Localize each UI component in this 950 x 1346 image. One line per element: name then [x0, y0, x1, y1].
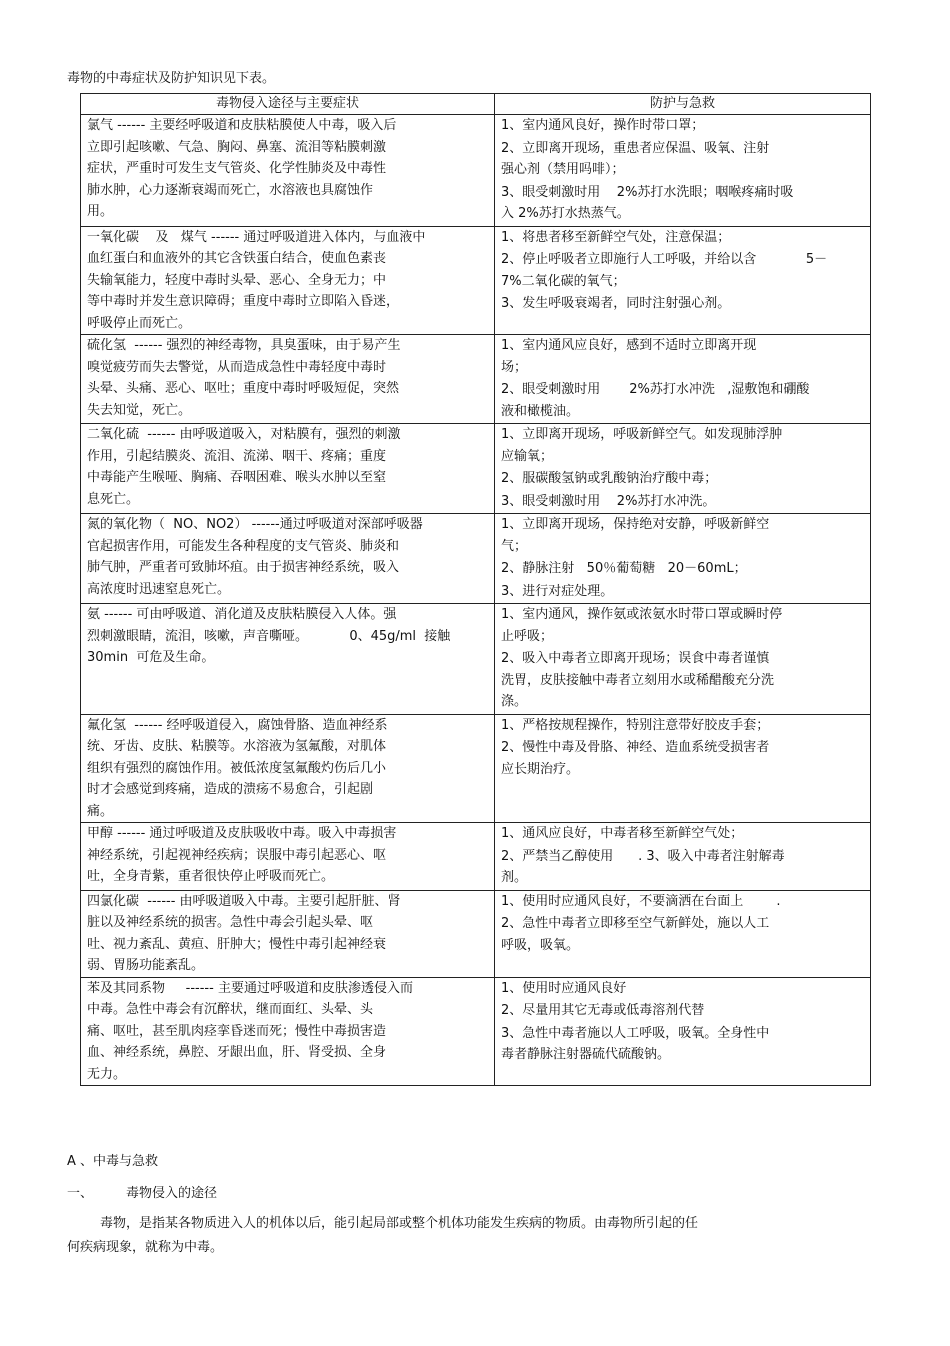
table-row [81, 890, 871, 977]
symptoms-line: 息死亡。 [87, 491, 140, 507]
aid-item [501, 138, 866, 181]
symptoms-line: 烈刺激眼睛，流泪，咳嗽，声音嘶哑。 0、45g/ml 接触 [87, 628, 451, 644]
symptoms-line: 四氯化碳 ------ 由呼吸道吸入中毒。主要引起肝脏、肾 [87, 893, 401, 909]
aid-item [501, 514, 866, 557]
aid-line: 2、急性中毒者立即移至空气新鲜处，施以人工 [501, 916, 770, 931]
symptoms-line: 痛、呕吐，甚至肌肉痉挛昏迷而死；慢性中毒损害造 [87, 1023, 387, 1039]
aid-cell [495, 823, 871, 891]
aid-item [501, 1023, 866, 1066]
aid-item [501, 182, 866, 225]
paragraph-line: 何疾病现象，就称为中毒。 [67, 1240, 224, 1255]
table-row [81, 823, 871, 891]
table-header-row [81, 94, 871, 115]
aid-line: 液和橄榄油。 [501, 403, 580, 419]
symptoms-line: 氯气 ------ 主要经呼吸道和皮肤粘膜使人中毒，吸入后 [87, 118, 397, 133]
aid-line: 3、眼受刺激时用 2%苏打水洗眼；咽喉疼痛时吸 [501, 184, 794, 200]
symptoms-line: 二氧化硫 ------ 由呼吸道吸入，对粘膜有，强烈的刺激 [87, 427, 401, 442]
symptoms-cell [81, 424, 495, 514]
aid-cell [495, 424, 871, 514]
aid-line: 2、严禁当乙醇使用 . 3、吸入中毒者注射解毒 [501, 848, 785, 864]
symptoms-line: 30min 可危及生命。 [87, 650, 215, 665]
aid-line: 涤。 [501, 694, 528, 709]
aid-line: 1、将患者移至新鲜空气处，注意保温； [501, 229, 731, 245]
aid-cell [495, 977, 871, 1086]
aid-line: 3、眼受刺激时用 2%苏打水冲洗。 [501, 493, 716, 509]
aid-line: 2、停止呼吸者立即施行人工呼吸，并给以含 5－ [501, 252, 828, 267]
aid-line: 2、吸入中毒者立即离开现场；误食中毒者谨慎 [501, 651, 770, 666]
header-aid: 防护与急救 [495, 94, 871, 115]
symptoms-cell [81, 335, 495, 424]
aid-item [501, 249, 866, 292]
symptoms-line: 嗅觉疲劳而失去警觉，从而造成急性中毒轻度中毒时 [87, 359, 387, 375]
symptoms-line: 氮的氧化物（ NO、NO2） ------通过呼吸道对深部呼吸器 [87, 517, 423, 532]
symptoms-line: 肺水肿，心力逐渐衰竭而死亡，水溶液也具腐蚀作 [87, 182, 374, 198]
symptoms-line: 立即引起咳嗽、气急、胸闷、鼻塞、流泪等粘膜刺激 [87, 139, 387, 155]
aid-item [501, 581, 866, 603]
aid-item [501, 424, 866, 467]
table-row [81, 714, 871, 823]
symptoms-line: 一氧化碳 及 煤气 ------ 通过呼吸道进入体内，与血液中 [87, 229, 426, 245]
table-row [81, 226, 871, 335]
section-heading-1: 一、 毒物侵入的途径 [67, 1186, 218, 1201]
aid-line: 1、室内通风良好，操作时带口罩； [501, 118, 705, 133]
symptoms-cell [81, 714, 495, 823]
aid-line: 气； [501, 538, 528, 554]
symptoms-line: 时才会感觉到疼痛，造成的溃疡不易愈合，引起剧 [87, 782, 374, 797]
aid-line: 剂。 [501, 870, 528, 885]
symptoms-line: 用。 [87, 204, 114, 219]
symptoms-line: 头晕、头痛、恶心、呕吐；重度中毒时呼吸短促，突然 [87, 381, 400, 396]
aid-cell [495, 890, 871, 977]
aid-line: 洗胃，皮肤接触中毒者立刻用水或稀醋酸充分洗 [501, 672, 775, 688]
aid-item [501, 115, 866, 137]
symptoms-line: 作用，引起结膜炎、流泪、流涕、咽干、疼痛；重度 [87, 448, 387, 464]
intro-text: 毒物的中毒症状及防护知识见下表。 [67, 71, 276, 86]
aid-item [501, 823, 866, 845]
aid-item [501, 891, 866, 913]
aid-line: 2、慢性中毒及骨胳、神经、造血系统受损害者 [501, 740, 770, 755]
symptoms-cell [81, 514, 495, 604]
aid-item [501, 846, 866, 889]
aid-line: 2、静脉注射 50％葡萄糖 20－60mL； [501, 561, 747, 576]
aid-line: 入 2%苏打水热蒸气。 [501, 206, 630, 221]
body-paragraph [67, 1212, 827, 1260]
table-body [81, 115, 871, 1086]
aid-line: 1、立即离开现场，呼吸新鲜空气。如发现肺浮肿 [501, 427, 783, 442]
symptoms-line: 吐，全身青紫，重者很快停止呼吸而死亡。 [87, 869, 335, 884]
symptoms-line: 甲醇 ------ 通过呼吸道及皮肤吸收中毒。吸入中毒损害 [87, 826, 397, 841]
symptoms-cell [81, 226, 495, 335]
aid-item [501, 1000, 866, 1022]
aid-line: 场； [501, 359, 528, 375]
symptoms-cell [81, 604, 495, 715]
aid-item [501, 468, 866, 490]
table-row [81, 604, 871, 715]
symptoms-line: 中毒。急性中毒会有沉醉状，继而面红、头晕、头 [87, 1002, 374, 1017]
aid-line: 7%二氧化碳的氧气； [501, 273, 626, 289]
symptoms-line: 神经系统，引起视神经疾病；误服中毒引起恶心、呕 [87, 847, 387, 863]
header-symptoms: 毒物侵入途径与主要症状 [81, 94, 495, 115]
symptoms-cell [81, 115, 495, 227]
aid-line: 1、通风应良好，中毒者移至新鲜空气处； [501, 826, 744, 841]
aid-item [501, 715, 866, 737]
aid-line: 呼吸，吸氧。 [501, 937, 580, 953]
symptoms-line: 弱、胃肠功能紊乱。 [87, 958, 205, 973]
aid-line: 毒者静脉注射器硫代硫酸钠。 [501, 1047, 671, 1062]
aid-item [501, 558, 866, 580]
aid-line: 3、发生呼吸衰竭者，同时注射强心剂。 [501, 296, 731, 311]
aid-line: 3、进行对症处理。 [501, 583, 614, 599]
symptoms-cell [81, 890, 495, 977]
aid-cell [495, 226, 871, 335]
symptoms-line: 统、牙齿、皮肤、粘膜等。水溶液为氢氟酸，对肌体 [87, 739, 387, 754]
table-row [81, 424, 871, 514]
symptoms-line: 血、神经系统，鼻腔、牙龈出血，肝、肾受损、全身 [87, 1045, 387, 1060]
aid-item [501, 293, 866, 315]
aid-line: 2、立即离开现场，重患者应保温、吸氧、注射 [501, 140, 770, 156]
aid-line: 1、使用时应通风良好，不要滴洒在台面上 . [501, 893, 781, 909]
symptoms-line: 痛。 [87, 803, 114, 819]
symptoms-line: 脏以及神经系统的损害。急性中毒会引起头晕、呕 [87, 915, 374, 930]
aid-line: 1、严格按规程操作，特别注意带好胶皮手套； [501, 717, 770, 733]
symptoms-line: 高浓度时迅速窒息死亡。 [87, 581, 231, 597]
table-row [81, 514, 871, 604]
section-heading-a: A 、中毒与急救 [67, 1154, 159, 1169]
aid-line: 2、眼受刺激时用 2%苏打水冲洗 ,湿敷饱和硼酸 [501, 382, 810, 397]
aid-cell [495, 335, 871, 424]
symptoms-line: 中毒能产生喉哑、胸痛、吞咽困难、喉头水肿以至窒 [87, 470, 387, 485]
aid-line: 2、服碳酸氢钠或乳酸钠治疗酸中毒； [501, 471, 718, 486]
aid-line: 应输氧； [501, 448, 554, 464]
symptoms-cell [81, 977, 495, 1086]
aid-line: 2、尽量用其它无毒或低毒溶剂代替 [501, 1003, 705, 1018]
symptoms-line: 呼吸停止而死亡。 [87, 315, 192, 331]
aid-cell [495, 115, 871, 227]
aid-line: 1、室内通风，操作氨或浓氨水时带口罩或瞬时停 [501, 607, 783, 622]
poison-table [80, 93, 871, 1086]
aid-item [501, 737, 866, 780]
aid-item [501, 913, 866, 956]
symptoms-line: 硫化氢 ------ 强烈的神经毒物，具臭蛋味，由于易产生 [87, 338, 401, 353]
aid-item [501, 648, 866, 713]
aid-line: 1、立即离开现场，保持绝对安静，呼吸新鲜空 [501, 517, 770, 532]
aid-line: 1、使用时应通风良好 [501, 980, 627, 996]
symptoms-line: 等中毒时并发生意识障碍；重度中毒时立即陷入昏迷， [87, 294, 400, 309]
aid-item [501, 491, 866, 513]
aid-item [501, 335, 866, 378]
aid-line: 止呼吸； [501, 628, 554, 644]
symptoms-line: 肺气肿，严重者可致肺坏疽。由于损害神经系统，吸入 [87, 560, 400, 575]
table-row [81, 977, 871, 1086]
aid-line: 强心剂（禁用吗啡）； [501, 162, 625, 177]
paragraph-line: 毒物，是指某各物质进入人的机体以后，能引起局部或整个机体功能发生疾病的物质。由毒物所引起的任 [67, 1216, 699, 1231]
symptoms-line: 苯及其同系物 ------ 主要通过呼吸道和皮肤渗透侵入而 [87, 980, 413, 996]
aid-item [501, 604, 866, 647]
symptoms-line: 无力。 [87, 1066, 127, 1082]
symptoms-line: 血红蛋白和血液外的其它含铁蛋白结合，使血色素丧 [87, 251, 387, 266]
symptoms-cell [81, 823, 495, 891]
symptoms-line: 氨 ------ 可由呼吸道、消化道及皮肤粘膜侵入人体。强 [87, 607, 397, 622]
aid-cell [495, 514, 871, 604]
aid-line: 1、室内通风应良好，感到不适时立即离开现 [501, 338, 757, 353]
aid-cell [495, 604, 871, 715]
table-row [81, 335, 871, 424]
aid-item [501, 379, 866, 422]
symptoms-line: 失去知觉，死亡。 [87, 402, 192, 418]
aid-line: 应长期治疗。 [501, 761, 580, 777]
aid-cell [495, 714, 871, 823]
symptoms-line: 官起损害作用，可能发生各种程度的支气管炎、肺炎和 [87, 538, 400, 554]
aid-line: 3、急性中毒者施以人工呼吸，吸氧。全身性中 [501, 1025, 770, 1041]
aid-item [501, 978, 866, 1000]
symptoms-line: 吐、视力紊乱、黄疸、肝肿大；慢性中毒引起神经衰 [87, 936, 387, 952]
symptoms-line: 症状，严重时可发生支气管炎、化学性肺炎及中毒性 [87, 161, 387, 176]
symptoms-line: 组织有强烈的腐蚀作用。被低浓度氢氟酸灼伤后几小 [87, 760, 387, 776]
table-row [81, 115, 871, 227]
symptoms-line: 失输氧能力，轻度中毒时头晕、恶心、全身无力；中 [87, 272, 387, 288]
symptoms-line: 氟化氢 ------ 经呼吸道侵入，腐蚀骨胳、造血神经系 [87, 717, 388, 733]
aid-item [501, 227, 866, 249]
